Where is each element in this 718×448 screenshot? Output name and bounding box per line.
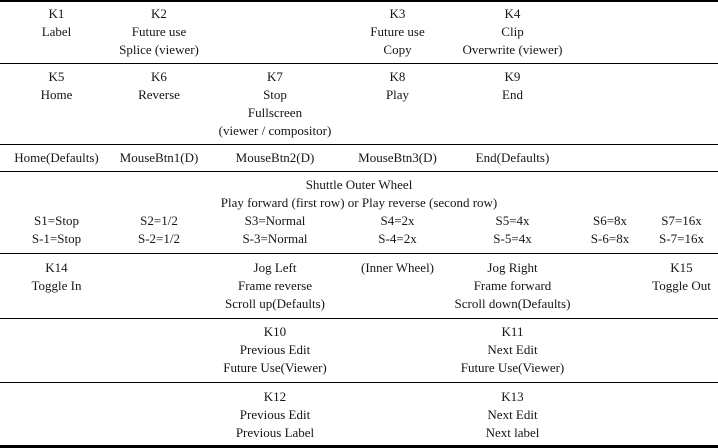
- key-k14-cell: [0, 259, 113, 313]
- key-label: K6: [151, 69, 167, 84]
- key-label: K11: [501, 324, 524, 339]
- shuttle-reverse-s3: S-3=Normal: [242, 231, 308, 246]
- key-k8-cell: [345, 68, 450, 140]
- shuttle-forward-s3: S3=Normal: [244, 213, 306, 228]
- key-label: K13: [501, 389, 524, 404]
- key-function: Previous Label: [235, 425, 315, 440]
- shuttle-reverse-s6: S-6=8x: [590, 231, 630, 246]
- table-row-defaults: [0, 145, 718, 172]
- default-mousebtn1-cell: MouseBtn1(D): [119, 150, 199, 165]
- key-k10-cell: [205, 323, 345, 377]
- shuttle-reverse-s2: S-2=1/2: [137, 231, 180, 246]
- default-end-cell: End(Defaults): [475, 150, 550, 165]
- key-function: Stop: [263, 87, 287, 102]
- key-function: Fullscreen: [247, 105, 303, 120]
- key-function: Previous Edit: [239, 342, 311, 357]
- shuttle-forward-s5: S5=4x: [495, 213, 530, 228]
- key-label: K12: [263, 389, 287, 404]
- key-function: Next Edit: [487, 342, 538, 357]
- key-k2-cell: [113, 5, 205, 59]
- key-function: Label: [41, 24, 72, 39]
- jog-function: Jog Right: [487, 260, 538, 275]
- key-function: Next label: [485, 425, 540, 440]
- key-function: Previous Edit: [239, 407, 311, 422]
- shuttle-reverse-s4: S-4=2x: [378, 231, 417, 246]
- table-row-k12-k13: [0, 383, 718, 445]
- key-label: K14: [45, 260, 68, 275]
- key-function: Toggle Out: [652, 278, 711, 293]
- default-mousebtn3-cell: MouseBtn3(D): [358, 150, 437, 165]
- jog-function: Scroll up(Defaults): [224, 296, 325, 311]
- table-row-k10-k11: [0, 319, 718, 383]
- table-row-k1-k4: [0, 2, 718, 64]
- key-function: Home: [40, 87, 73, 102]
- key-label: K15: [670, 260, 693, 275]
- key-k9-cell: [450, 68, 575, 140]
- table-row-k5-k9: [0, 64, 718, 145]
- inner-wheel-cell: (Inner Wheel): [360, 260, 435, 275]
- key-label: K4: [504, 6, 521, 21]
- key-function: Future Use(Viewer): [460, 360, 565, 375]
- key-label: K2: [151, 6, 167, 21]
- key-function: Copy: [383, 42, 412, 57]
- shuttle-title: Shuttle Outer Wheel: [305, 177, 413, 192]
- key-function: Splice (viewer): [119, 42, 199, 57]
- jog-right-cell: [450, 259, 575, 313]
- key-label: K10: [263, 324, 287, 339]
- jog-function: Jog Left: [253, 260, 297, 275]
- key-label: K1: [48, 6, 65, 21]
- key-label: K3: [389, 6, 406, 21]
- key-function: Overwrite (viewer): [462, 42, 563, 57]
- key-k12-cell: [205, 388, 345, 442]
- key-k1-cell: [0, 5, 113, 59]
- key-function: Reverse: [138, 87, 180, 102]
- table-row-shuttle: [0, 172, 718, 254]
- key-k4-cell: [450, 5, 575, 59]
- key-k3-cell: [345, 5, 450, 59]
- key-label: K7: [267, 69, 283, 84]
- shuttle-forward-s4: S4=2x: [380, 213, 415, 228]
- default-home-cell: Home(Defaults): [14, 150, 99, 165]
- shuttle-forward-s7: S7=16x: [661, 213, 702, 228]
- key-k15-cell: [645, 259, 718, 313]
- key-function: Play: [385, 87, 410, 102]
- jog-function: Frame forward: [473, 278, 552, 293]
- key-function: End: [502, 87, 523, 102]
- shuttle-forward-s6: S6=8x: [592, 213, 628, 228]
- key-function: Future use: [131, 24, 187, 39]
- jog-left-cell: [205, 259, 345, 313]
- key-k11-cell: [450, 323, 575, 377]
- key-k13-cell: [450, 388, 575, 442]
- default-mousebtn2-cell: MouseBtn2(D): [235, 150, 315, 165]
- key-k5-cell: [0, 68, 113, 140]
- shuttle-forward-s2: S2=1/2: [140, 213, 178, 228]
- key-label: K9: [504, 69, 521, 84]
- shuttle-forward-s1: S1=Stop: [34, 213, 79, 228]
- key-label: K8: [389, 69, 406, 84]
- key-k7-cell: [205, 68, 345, 140]
- key-k6-cell: [113, 68, 205, 140]
- key-function: Next Edit: [487, 407, 538, 422]
- shuttle-reverse-s7: S-7=16x: [659, 231, 704, 246]
- shuttle-reverse-s1: S-1=Stop: [31, 231, 82, 246]
- key-label: K5: [48, 69, 65, 84]
- key-function: Future Use(Viewer): [223, 360, 327, 375]
- shuttle-reverse-s5: S-5=4x: [493, 231, 532, 246]
- shuttle-subtitle: Play forward (first row) or Play reverse (second row): [220, 195, 498, 210]
- key-function: Clip: [501, 24, 524, 39]
- jog-function: Scroll down(Defaults): [454, 296, 571, 311]
- table-row-jog: [0, 254, 718, 319]
- key-function: (viewer / compositor): [218, 123, 332, 138]
- key-function: Future use: [370, 24, 425, 39]
- key-function: Toggle In: [31, 278, 82, 293]
- jog-function: Frame reverse: [238, 278, 312, 293]
